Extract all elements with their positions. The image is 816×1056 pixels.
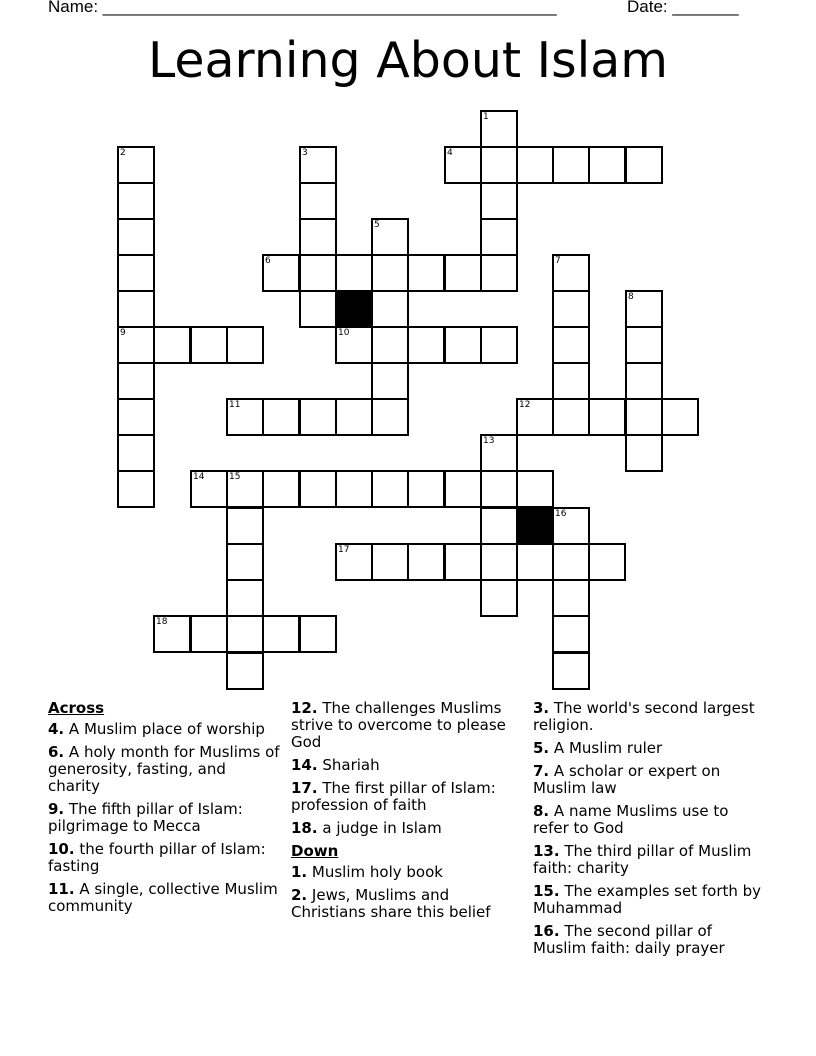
black-square — [335, 290, 373, 328]
crossword-cell[interactable] — [480, 434, 518, 472]
crossword-cell[interactable] — [661, 398, 699, 436]
clue-number: 7. — [533, 762, 550, 780]
crossword-cell[interactable] — [335, 254, 373, 292]
clue-down-5 — [533, 740, 765, 757]
clue-number: 5 — [374, 220, 380, 230]
clue-number: 13 — [483, 436, 495, 446]
crossword-cell[interactable] — [371, 543, 409, 581]
crossword-cell[interactable] — [117, 218, 155, 256]
crossword-cell[interactable] — [190, 326, 228, 364]
clue-number: 16 — [555, 509, 567, 519]
crossword-cell[interactable] — [552, 615, 590, 653]
crossword-cell[interactable] — [625, 434, 663, 472]
crossword-cell[interactable] — [516, 470, 554, 508]
crossword-cell[interactable] — [299, 615, 337, 653]
clues-column-1 — [48, 700, 280, 921]
crossword-cell[interactable] — [299, 146, 337, 184]
crossword-cell[interactable] — [407, 543, 445, 581]
crossword-cell[interactable] — [262, 470, 300, 508]
clue-number: 16. — [533, 922, 560, 940]
crossword-cell[interactable] — [299, 182, 337, 220]
clue-across-14 — [291, 757, 523, 774]
clue-text: Shariah — [322, 756, 380, 774]
crossword-cell[interactable] — [480, 182, 518, 220]
crossword-cell[interactable] — [407, 470, 445, 508]
clue-text: The world's second largest religion. — [533, 699, 755, 734]
crossword-cell[interactable] — [226, 579, 264, 617]
clue-number: 17. — [291, 779, 318, 797]
clue-number: 18. — [291, 819, 318, 837]
crossword-cell[interactable] — [480, 110, 518, 148]
crossword-cell[interactable] — [262, 254, 300, 292]
crossword-cell[interactable] — [117, 434, 155, 472]
clue-number: 18 — [156, 617, 168, 627]
crossword-cell[interactable] — [262, 398, 300, 436]
clue-number: 15 — [229, 472, 241, 482]
clue-across-18 — [291, 820, 523, 837]
crossword-cell[interactable] — [299, 218, 337, 256]
clue-text: The fifth pillar of Islam: pilgrimage to Mecca — [48, 800, 243, 835]
crossword-cell[interactable] — [480, 579, 518, 617]
page-title: Learning About Islam — [147, 32, 669, 89]
crossword-cell[interactable] — [444, 470, 482, 508]
clue-number: 15. — [533, 882, 560, 900]
crossword-cell[interactable] — [625, 326, 663, 364]
crossword-cell[interactable] — [480, 326, 518, 364]
crossword-cell[interactable] — [299, 470, 337, 508]
black-square — [516, 507, 554, 545]
clue-text: Jews, Muslims and Christians share this belief — [291, 886, 491, 921]
clue-text: The second pillar of Muslim faith: daily prayer — [533, 922, 725, 957]
clue-down-16 — [533, 923, 765, 957]
clue-text: A scholar or expert on Muslim law — [533, 762, 721, 797]
crossword-cell[interactable] — [117, 326, 155, 364]
crossword-cell[interactable] — [552, 362, 590, 400]
clue-number: 6 — [265, 256, 271, 266]
crossword-cell[interactable] — [444, 326, 482, 364]
crossword-cell[interactable] — [407, 254, 445, 292]
clue-number: 1 — [483, 112, 489, 122]
clue-number: 11 — [229, 400, 241, 410]
crossword-cell[interactable] — [407, 326, 445, 364]
crossword-cell[interactable] — [588, 398, 626, 436]
clue-number: 2 — [120, 148, 126, 158]
crossword-cell[interactable] — [588, 146, 626, 184]
clue-number: 9. — [48, 800, 65, 818]
crossword-cell[interactable] — [117, 182, 155, 220]
clue-down-15 — [533, 883, 765, 917]
clue-number: 5. — [533, 739, 550, 757]
clue-number: 6. — [48, 743, 65, 761]
clue-down-2 — [291, 887, 523, 921]
crossword-cell[interactable] — [625, 290, 663, 328]
crossword-cell[interactable] — [480, 470, 518, 508]
clue-number: 9 — [120, 328, 126, 338]
crossword-cell[interactable] — [552, 290, 590, 328]
crossword-cell[interactable] — [552, 543, 590, 581]
clue-number: 3 — [302, 148, 308, 158]
clue-number: 11. — [48, 880, 75, 898]
clue-text: The challenges Muslims strive to overcome to please God — [291, 699, 506, 751]
clue-text: A name Muslims use to refer to God — [533, 802, 729, 837]
crossword-cell[interactable] — [480, 507, 518, 545]
crossword-cell[interactable] — [552, 326, 590, 364]
crossword-cell[interactable] — [371, 290, 409, 328]
clue-number: 1. — [291, 863, 308, 881]
crossword-cell[interactable] — [516, 543, 554, 581]
clue-down-8 — [533, 803, 765, 837]
clue-number: 4. — [48, 720, 65, 738]
crossword-cell[interactable] — [480, 254, 518, 292]
crossword-cell[interactable] — [226, 507, 264, 545]
crossword-cell[interactable] — [516, 146, 554, 184]
crossword-cell[interactable] — [480, 543, 518, 581]
clue-number: 13. — [533, 842, 560, 860]
clue-text: A single, collective Muslim community — [48, 880, 278, 915]
clue-number: 8. — [533, 802, 550, 820]
crossword-cell[interactable] — [117, 470, 155, 508]
crossword-cell[interactable] — [262, 615, 300, 653]
clue-across-10 — [48, 841, 280, 875]
crossword-cell[interactable] — [226, 543, 264, 581]
clue-number: 12. — [291, 699, 318, 717]
date-field-label: Date: _______ — [627, 0, 739, 16]
crossword-cell[interactable] — [226, 398, 264, 436]
crossword-cell[interactable] — [226, 470, 264, 508]
clue-number: 4 — [447, 148, 453, 158]
crossword-cell[interactable] — [226, 326, 264, 364]
crossword-cell[interactable] — [117, 146, 155, 184]
name-field-label: Name: ________________________________________________ — [48, 0, 557, 16]
clue-number: 12 — [519, 400, 531, 410]
crossword-cell[interactable] — [190, 470, 228, 508]
clue-number: 10 — [338, 328, 350, 338]
clue-down-7 — [533, 763, 765, 797]
crossword-cell[interactable] — [552, 579, 590, 617]
crossword-cell[interactable] — [516, 398, 554, 436]
clue-text: A Muslim ruler — [553, 739, 663, 757]
clue-text: a judge in Islam — [322, 819, 442, 837]
down-heading: Down — [291, 842, 339, 860]
crossword-cell[interactable] — [625, 398, 663, 436]
clue-down-3 — [533, 700, 765, 734]
crossword-cell[interactable] — [153, 326, 191, 364]
clue-down-1 — [291, 864, 523, 881]
crossword-cell[interactable] — [226, 652, 264, 690]
crossword-cell[interactable] — [588, 543, 626, 581]
crossword-cell[interactable] — [299, 398, 337, 436]
clue-across-9 — [48, 801, 280, 835]
crossword-cell[interactable] — [480, 218, 518, 256]
crossword-cell[interactable] — [552, 146, 590, 184]
clue-number: 7 — [555, 256, 561, 266]
clue-number: 14. — [291, 756, 318, 774]
crossword-cell[interactable] — [625, 362, 663, 400]
crossword-cell[interactable] — [371, 326, 409, 364]
crossword-cell[interactable] — [117, 398, 155, 436]
clue-across-12 — [291, 700, 523, 751]
across-heading: Across — [48, 699, 105, 717]
crossword-cell[interactable] — [552, 254, 590, 292]
crossword-cell[interactable] — [335, 326, 373, 364]
crossword-cell[interactable] — [299, 290, 337, 328]
clue-text: The examples set forth by Muhammad — [533, 882, 762, 917]
crossword-cell[interactable] — [335, 470, 373, 508]
crossword-cell[interactable] — [371, 398, 409, 436]
clue-number: 2. — [291, 886, 308, 904]
crossword-cell[interactable] — [190, 615, 228, 653]
clues-column-2 — [291, 700, 523, 927]
clue-text: The third pillar of Muslim faith: charity — [533, 842, 752, 877]
clue-down-13 — [533, 843, 765, 877]
clue-number: 8 — [628, 292, 634, 302]
clue-text: A holy month for Muslims of generosity, fasting, and charity — [48, 743, 280, 795]
crossword-cell[interactable] — [371, 218, 409, 256]
crossword-cell[interactable] — [153, 615, 191, 653]
clue-number: 3. — [533, 699, 550, 717]
crossword-cell[interactable] — [552, 507, 590, 545]
clue-number: 14 — [193, 472, 205, 482]
clue-text: Muslim holy book — [311, 863, 443, 881]
crossword-cell[interactable] — [299, 254, 337, 292]
crossword-cell[interactable] — [117, 254, 155, 292]
crossword-cell[interactable] — [371, 254, 409, 292]
clue-across-17 — [291, 780, 523, 814]
crossword-cell[interactable] — [335, 543, 373, 581]
crossword-cell[interactable] — [625, 146, 663, 184]
clue-text: The first pillar of Islam: profession of faith — [291, 779, 496, 814]
clue-across-6 — [48, 744, 280, 795]
clue-across-11 — [48, 881, 280, 915]
crossword-cell[interactable] — [335, 398, 373, 436]
crossword-cell[interactable] — [444, 543, 482, 581]
clue-number: 17 — [338, 545, 350, 555]
crossword-cell[interactable] — [444, 254, 482, 292]
clue-across-4 — [48, 721, 280, 738]
clue-number: 10. — [48, 840, 75, 858]
clue-text: A Muslim place of worship — [68, 720, 265, 738]
crossword-cell[interactable] — [226, 615, 264, 653]
crossword-cell[interactable] — [552, 398, 590, 436]
crossword-cell[interactable] — [480, 146, 518, 184]
clue-text: the fourth pillar of Islam: fasting — [48, 840, 266, 875]
crossword-cell[interactable] — [117, 362, 155, 400]
crossword-cell[interactable] — [371, 362, 409, 400]
clues-column-3 — [533, 700, 765, 963]
crossword-cell[interactable] — [552, 652, 590, 690]
crossword-cell[interactable] — [444, 146, 482, 184]
crossword-cell[interactable] — [371, 470, 409, 508]
crossword-cell[interactable] — [117, 290, 155, 328]
